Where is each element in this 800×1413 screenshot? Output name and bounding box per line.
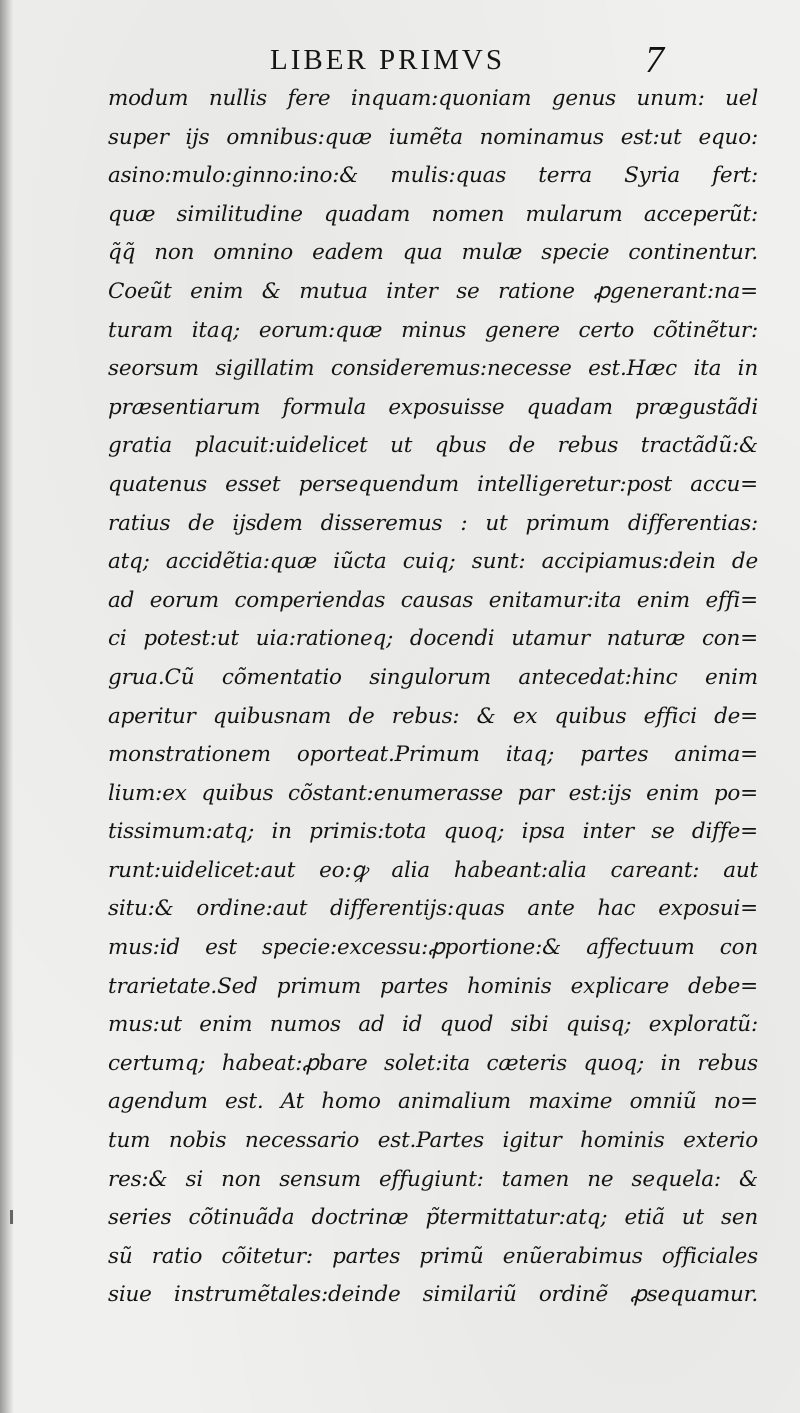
text-line: siue instrumẽtales:deinde similariũ ordinẽ ꝓsequamur.: [108, 1282, 758, 1308]
text-line: super ijs omnibus:quæ iumẽta nominamus est:ut equo:: [108, 124, 758, 150]
text-line: monstrationem oporteat.Primum itaq; partes anima=: [108, 742, 758, 768]
page-number: 7: [645, 39, 664, 81]
text-line: mus:ut enim numos ad id quod sibi quisq; exploratũ:: [108, 1012, 758, 1038]
text-line: situ:& ordine:aut differentijs:quas ante hac exposui=: [108, 896, 758, 922]
text-line: turam itaq; eorum:quæ minus genere certo cõtinẽtur:: [108, 317, 758, 343]
text-line: tum nobis necessario est.Partes igitur hominis exterio: [108, 1128, 758, 1154]
binding-gutter: [0, 0, 14, 1413]
text-line: series cõtinuãda doctrinæ p̃termittatur:atq; etiã ut sen: [108, 1205, 758, 1231]
text-line: certumq; habeat:ꝓbare solet:ita cæteris quoq; in rebus: [108, 1050, 758, 1076]
text-line: modum nullis fere inquam:quoniam genus unum: uel: [108, 86, 758, 111]
text-line: præsentiarum formula exposuisse quadam prægustãdi: [108, 394, 758, 420]
text-line: lium:ex quibus cõstant:enumerasse par est:ijs enim po=: [108, 780, 758, 806]
body-text: [108, 80, 758, 1315]
text-line: seorsum sigillatim consideremus:necesse est.Hæc ita in: [108, 356, 758, 382]
running-head: LIBER PRIMVS: [270, 44, 506, 76]
text-line: grua.Cũ cõmentatio singulorum antecedat:hinc enim: [108, 664, 758, 690]
text-line: ratius de ijsdem disseremus : ut primum differentias:: [108, 510, 758, 536]
text-line: asino:mulo:ginno:ino:& mulis:quas terra Syria fert:: [108, 163, 758, 189]
text-line: tissimum:atq; in primis:tota quoq; ipsa inter se diffe=: [108, 819, 758, 845]
text-line: gratia placuit:uidelicet ut qbus de rebus tractãdũ:&: [108, 433, 758, 459]
text-line: aperitur quibusnam de rebus: & ex quibus effici de=: [108, 703, 758, 729]
text-line: ci potest:ut uia:rationeq; docendi utamur naturæ con=: [108, 626, 758, 652]
text-line: runt:uidelicet:aut eo:ꝙ alia habeant:alia careant: aut: [108, 857, 758, 883]
text-line: res:& si non sensum effugiunt: tamen ne sequela: &: [108, 1166, 758, 1192]
text-line: atq; accidẽtia:quæ iũcta cuiq; sunt: accipiamus:dein de: [108, 549, 758, 575]
margin-mark: [10, 1210, 13, 1224]
text-line: agendum est. At homo animalium maxime omniũ no=: [108, 1089, 758, 1115]
text-line: trarietate.Sed primum partes hominis explicare debe=: [108, 973, 758, 999]
text-line: sũ ratio cõitetur: partes primũ enũerabimus officiales: [108, 1243, 758, 1269]
text-line: Coeũt enim & mutua inter se ratione ꝓgenerant:na=: [108, 278, 758, 304]
text-line: q̃q̃ non omnino eadem qua mulæ specie continentur.: [108, 240, 758, 266]
text-line: ad eorum comperiendas causas enitamur:ita enim effi=: [108, 587, 758, 613]
text-line: quæ similitudine quadam nomen mularum acceperũt:: [108, 201, 758, 227]
text-line: quatenus esset persequendum intelligeretur:post accu=: [108, 471, 758, 497]
text-line: mus:id est specie:excessu:ꝓportione:& affectuum con: [108, 935, 758, 961]
